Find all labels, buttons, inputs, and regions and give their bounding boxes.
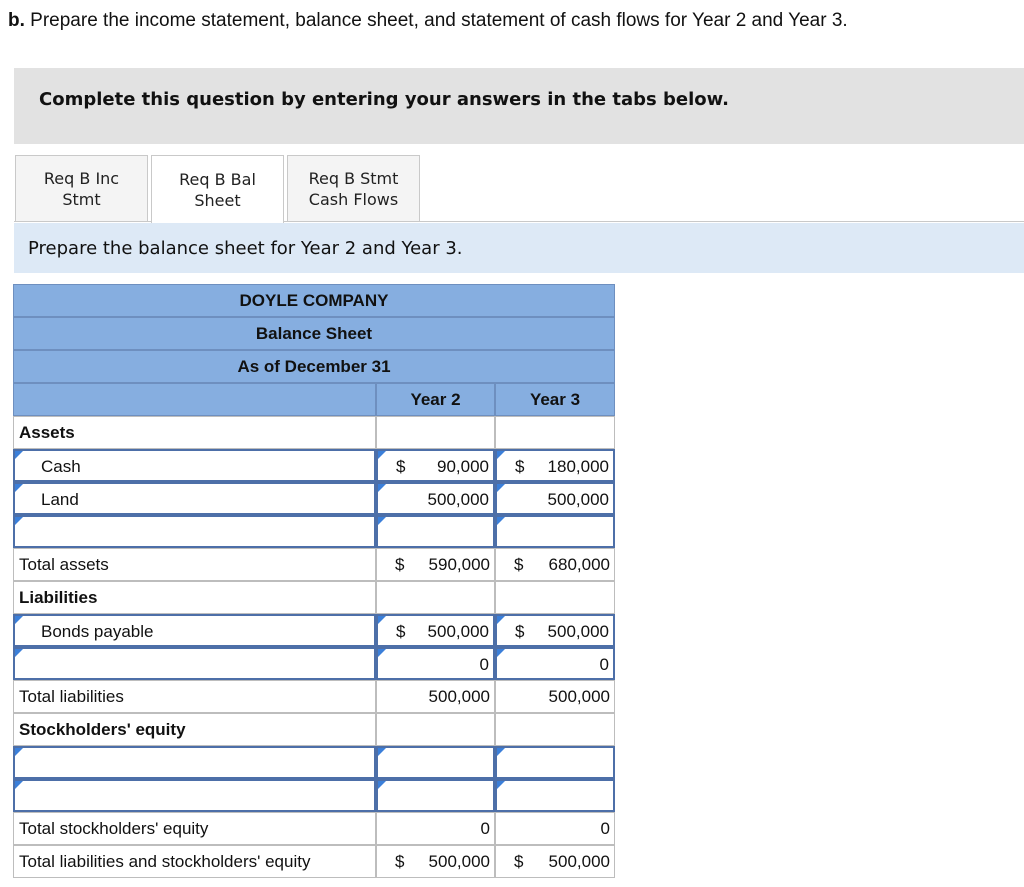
label: Total assets <box>19 555 109 574</box>
year3-header: Year 3 <box>495 383 615 416</box>
dollar-sign: $ <box>396 622 406 641</box>
instruction-banner <box>14 68 1024 144</box>
year2-header: Year 2 <box>376 383 495 416</box>
year2-cell <box>376 713 495 746</box>
dollar-sign: $ <box>514 852 524 871</box>
row-total-liabilities-equity <box>13 845 615 878</box>
year3-input[interactable] <box>495 515 615 548</box>
label-input[interactable] <box>13 449 376 482</box>
prompt-text: Prepare the balance sheet for Year 2 and Year 3. <box>28 238 463 259</box>
year3-cell <box>495 581 615 614</box>
value: 590,000 <box>428 555 490 574</box>
statement-title: Balance Sheet <box>13 317 615 350</box>
question-text <box>8 10 848 32</box>
label-input[interactable] <box>13 779 376 812</box>
row-total-equity <box>13 812 615 845</box>
row-total-liabilities <box>13 680 615 713</box>
year2-cell <box>376 581 495 614</box>
label: Cash <box>41 457 81 476</box>
question-body: Prepare the income statement, balance sheet, and statement of cash flows for Year 2 and Year 3. <box>30 10 848 31</box>
row-equity-blank-1 <box>13 746 615 779</box>
dollar-sign: $ <box>395 555 405 574</box>
value: 680,000 <box>548 555 610 574</box>
label-input[interactable] <box>13 647 376 680</box>
year3-cell <box>495 680 615 713</box>
tab-label-line2: Cash Flows <box>308 189 399 209</box>
year2-input[interactable] <box>376 779 495 812</box>
year3-cell <box>495 416 615 449</box>
year2-input[interactable] <box>376 482 495 515</box>
year3-input[interactable] <box>495 779 615 812</box>
value: 500,000 <box>548 852 610 871</box>
value: 0 <box>599 655 609 674</box>
row-cash <box>13 449 615 482</box>
dollar-sign: $ <box>515 622 525 641</box>
label-cell <box>13 680 376 713</box>
label-cell <box>13 812 376 845</box>
header-blank-cell <box>13 383 376 416</box>
value: 0 <box>479 655 489 674</box>
year3-cell <box>495 713 615 746</box>
tab-label-line2: Sheet <box>194 190 241 210</box>
value: 500,000 <box>547 622 609 641</box>
year2-cell <box>376 812 495 845</box>
dollar-sign: $ <box>515 457 525 476</box>
label: Total liabilities <box>19 687 124 706</box>
label: Land <box>41 490 79 509</box>
dollar-sign: $ <box>395 852 405 871</box>
question-label: b. <box>8 10 25 31</box>
label: Assets <box>19 423 75 442</box>
value: 0 <box>480 819 490 838</box>
label: Liabilities <box>19 588 98 607</box>
year3-input[interactable] <box>495 746 615 779</box>
year3-cell <box>495 548 615 581</box>
year3-input[interactable] <box>495 614 615 647</box>
year3-input[interactable] <box>495 482 615 515</box>
value: 0 <box>600 819 610 838</box>
year2-input[interactable] <box>376 647 495 680</box>
year3-input[interactable] <box>495 449 615 482</box>
value: 500,000 <box>548 687 610 706</box>
year2-input[interactable] <box>376 614 495 647</box>
label: Total liabilities and stockholders' equity <box>19 852 311 871</box>
label-input[interactable] <box>13 746 376 779</box>
year2-cell <box>376 416 495 449</box>
row-equity-heading <box>13 713 615 746</box>
year3-input[interactable] <box>495 647 615 680</box>
label-input[interactable] <box>13 614 376 647</box>
company-name: DOYLE COMPANY <box>13 284 615 317</box>
tab-label-line1: Req B Bal <box>179 169 256 189</box>
value: 500,000 <box>427 490 489 509</box>
row-bonds-payable <box>13 614 615 647</box>
row-equity-blank-2 <box>13 779 615 812</box>
tab-req-b-inc-stmt[interactable] <box>15 155 148 221</box>
label-cell <box>13 713 376 746</box>
year2-cell <box>376 845 495 878</box>
statement-date: As of December 31 <box>13 350 615 383</box>
row-total-assets <box>13 548 615 581</box>
year2-cell <box>376 680 495 713</box>
label-cell <box>13 416 376 449</box>
value: 500,000 <box>547 490 609 509</box>
row-liability-blank <box>13 647 615 680</box>
label: Stockholders' equity <box>19 720 186 739</box>
value: 180,000 <box>547 457 609 476</box>
label: Bonds payable <box>41 622 154 641</box>
value: 500,000 <box>427 622 489 641</box>
year2-input[interactable] <box>376 515 495 548</box>
row-assets-heading <box>13 416 615 449</box>
year3-cell <box>495 812 615 845</box>
instruction-text: Complete this question by entering your answers in the tabs below. <box>39 89 729 110</box>
label-input[interactable] <box>13 482 376 515</box>
label-cell <box>13 548 376 581</box>
label: Total stockholders' equity <box>19 819 209 838</box>
year2-input[interactable] <box>376 449 495 482</box>
value: 500,000 <box>428 852 490 871</box>
year3-cell <box>495 845 615 878</box>
value: 500,000 <box>428 687 490 706</box>
label-cell <box>13 845 376 878</box>
year2-cell <box>376 548 495 581</box>
row-land <box>13 482 615 515</box>
tab-label-line1: Req B Inc <box>43 168 120 188</box>
prompt-banner <box>14 223 1024 273</box>
dollar-sign: $ <box>396 457 406 476</box>
label-cell <box>13 581 376 614</box>
tab-req-b-stmt-cash-flows[interactable] <box>287 155 420 221</box>
tab-label-line2: Stmt <box>62 189 101 209</box>
row-liabilities-heading <box>13 581 615 614</box>
dollar-sign: $ <box>514 555 524 574</box>
row-asset-blank <box>13 515 615 548</box>
value: 90,000 <box>437 457 489 476</box>
tab-label-line1: Req B Stmt <box>308 168 399 188</box>
tab-req-b-bal-sheet[interactable] <box>151 155 284 223</box>
year2-input[interactable] <box>376 746 495 779</box>
label-input[interactable] <box>13 515 376 548</box>
